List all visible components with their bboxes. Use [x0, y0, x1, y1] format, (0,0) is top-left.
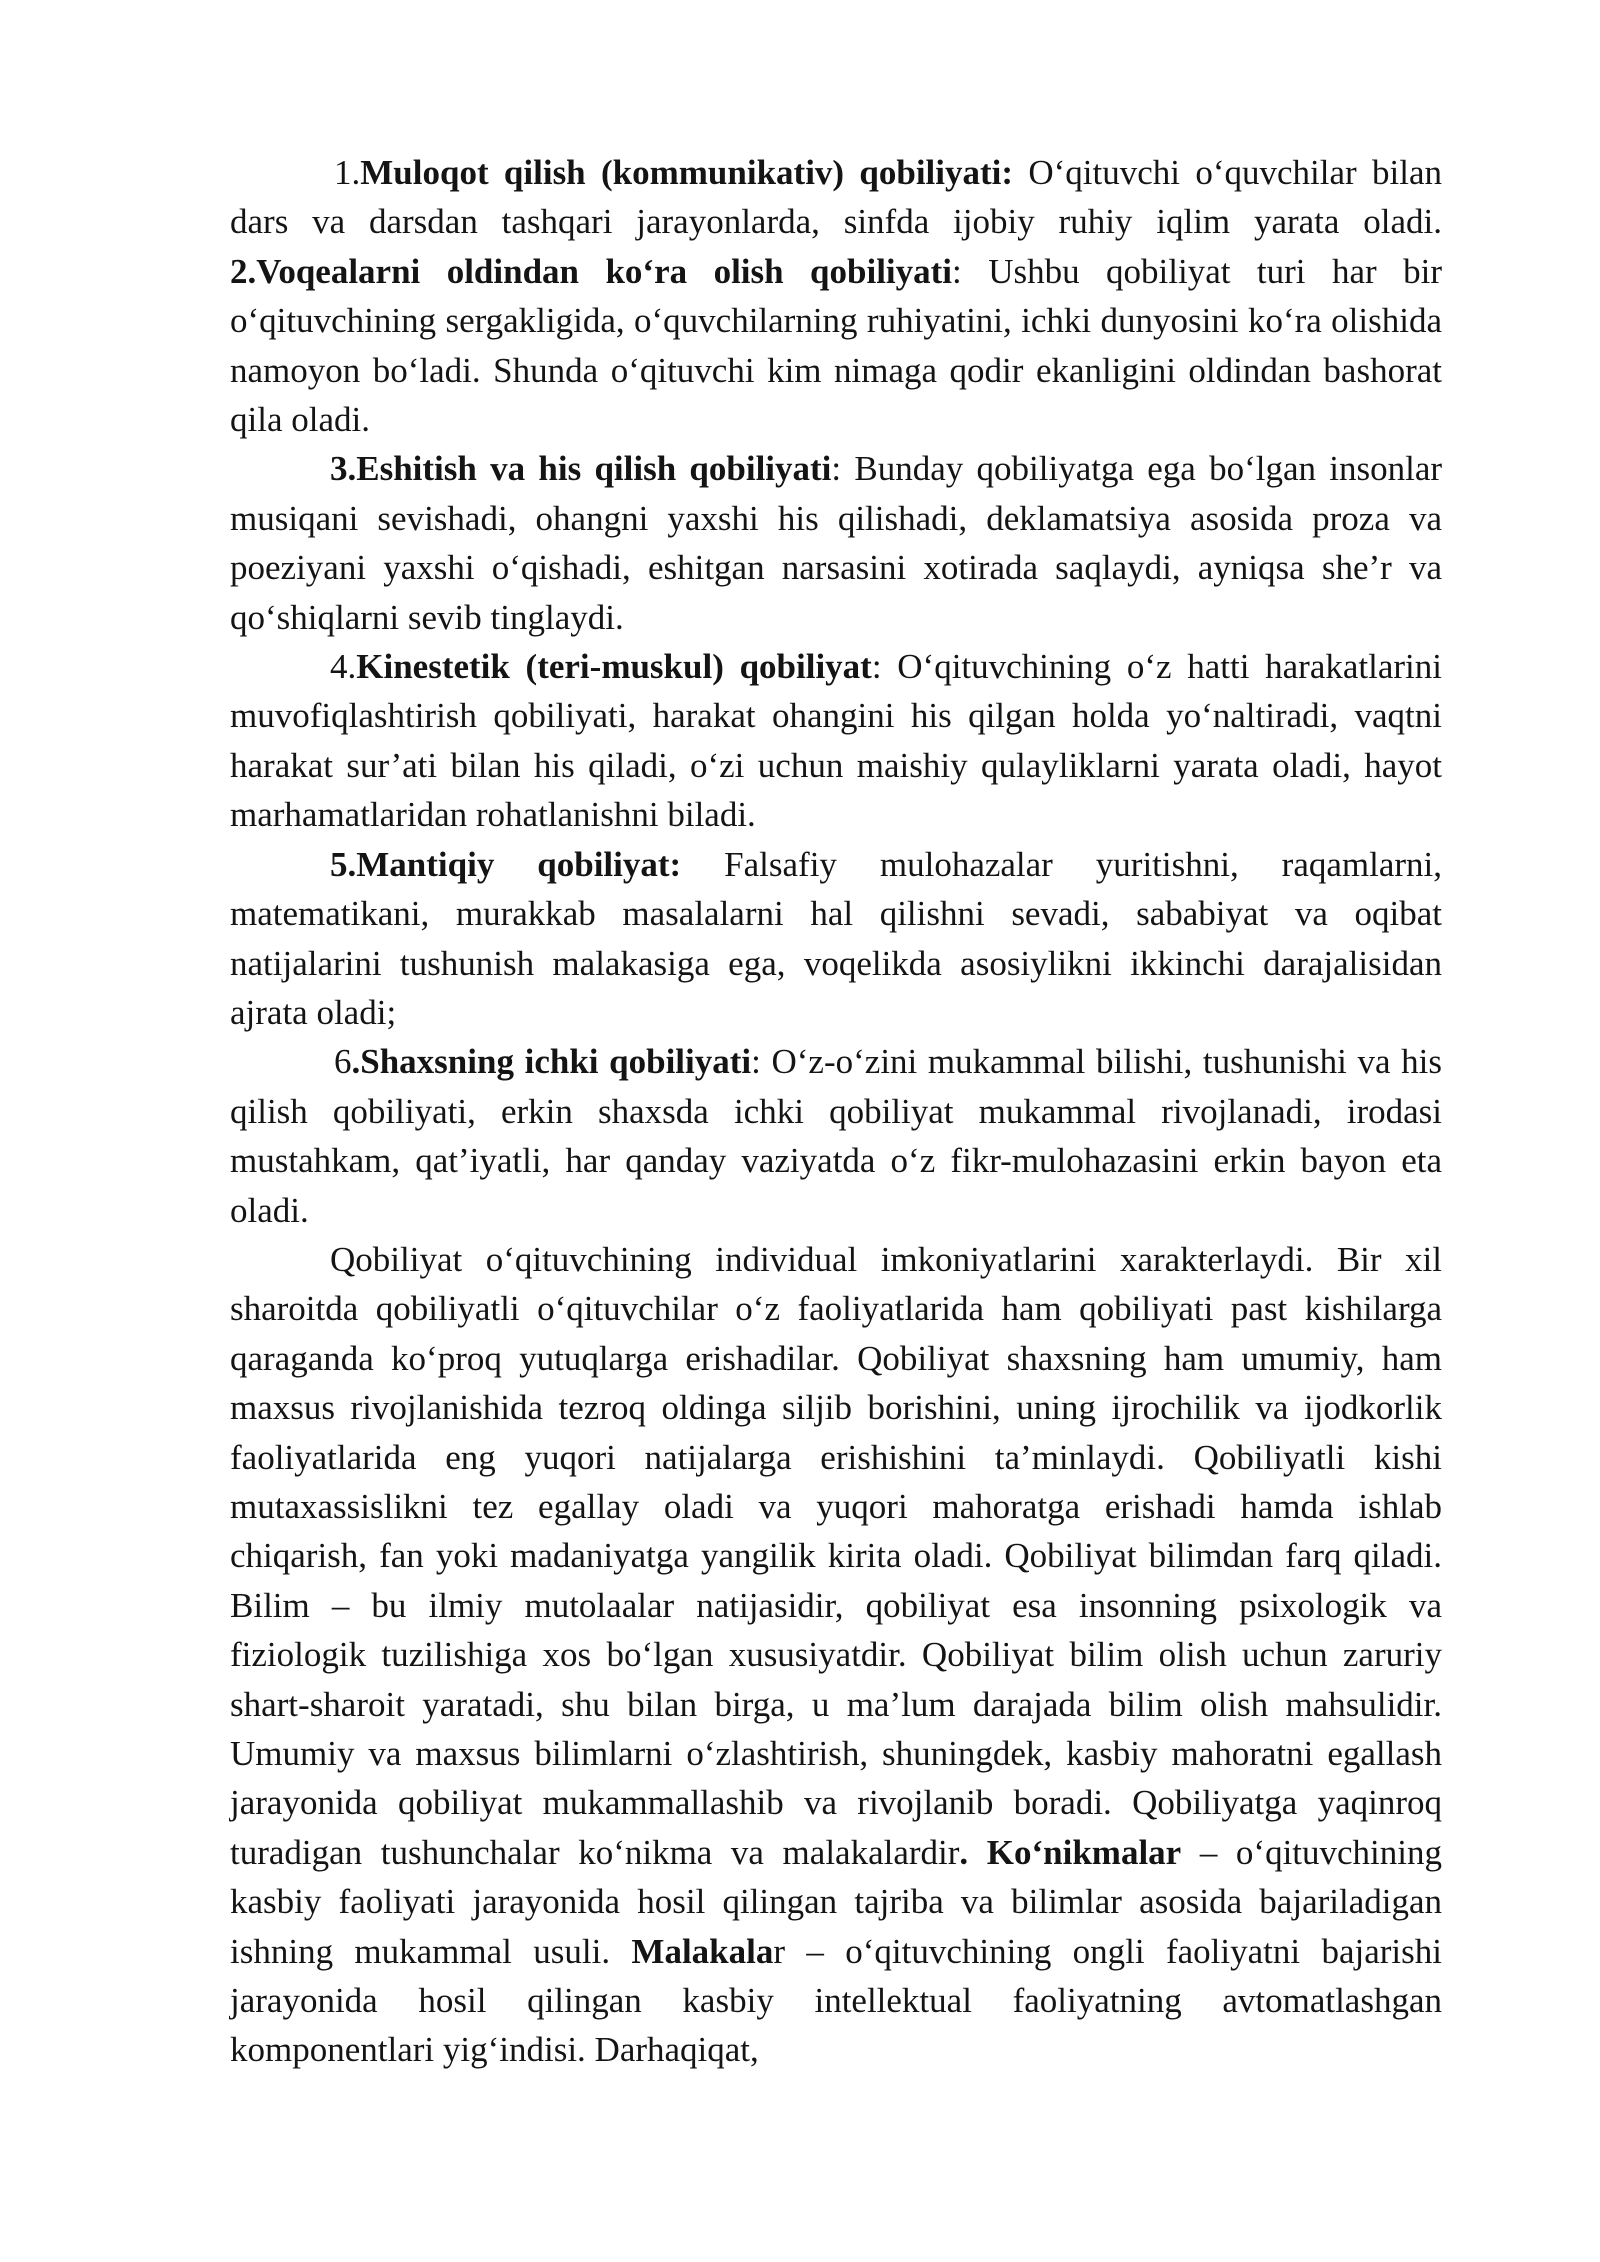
paragraph-kinestetik-qobiliyat [230, 642, 1442, 840]
bold-heading: .Shaxsning ichki qobiliyati [351, 1042, 752, 1082]
text-run: 6 [334, 1042, 352, 1082]
text-run: : Bunday qobiliyatga ega bo‘lgan insonlar musiqani sevishadi, ohangni yaxshi his qilishadi, deklamatsiya asosida proza va poeziyani yaxshi o‘qishadi, eshitgan narsasini xotirada saqlaydi, ayniqsa she’r va qo‘shiqlarni sevib tinglaydi. [230, 449, 1443, 637]
paragraph-shaxsning-ichki-qobiliyati [230, 1037, 1442, 1235]
text-run: 4. [330, 647, 357, 687]
bold-punctuation: . [959, 1832, 969, 1872]
bold-heading: 5.Mantiqiy qobiliyat: [330, 844, 682, 884]
bold-heading: Kinestetik (teri-muskul) qobiliyat [356, 647, 872, 687]
paragraph-eshitish-qobiliyati [230, 444, 1442, 642]
text-run: Qobiliyat o‘qituvchining individual imkoniyatlarini xarakterlaydi. Bir xil sharoitda qobiliyatli o‘qituvchilar o‘z faoliyatlarida ham qobiliyati past kishilarga qaraganda ko‘proq yutuqlarga erishadilar. Qobiliyat shaxsning ham umumiy, ham maxsus rivojlanishida tezroq oldinga siljib borishini, uning ijrochilik va ijodkorlik faoliyatlarida eng yuqori natijalarga erishishini ta’minlaydi. Qobiliyatli kishi mutaxassislikni tez egallay oladi va yuqori mahoratga erishadi hamda ishlab chiqarish, fan yoki madaniyatga yangilik kirita oladi. Qobiliyat bilimdan farq qiladi. Bilim – bu ilmiy mutolaalar natijasidir, qobiliyat esa insonning psixologik va fiziologik tuzilishiga xos bo‘lgan xususiyatdir. Qobiliyat bilim olish uchun zaruriy shart-sharoit yaratadi, shu bilan birga, u ma’lum darajada bilim olish mahsulidir. Umumiy va maxsus bilimlarni o‘zlashtirish, shuningdek, kasbiy mahoratni egallash jarayonida qobiliyat mukammallashib va rivojlanib boradi. Qobiliyatga yaqinroq turadigan tushunchalar ko‘nikma va malakalardir [230, 1239, 1442, 1872]
text-run: : Ushbu qobiliyat turi har bir o‘qituvchining sergakligida, o‘quvchilarning ruhiyatini, ichki dunyosini ko‘ra olishida namoyon bo‘ladi. Shunda o‘qituvchi kim nimaga qodir ekanligini oldindan bashorat qila oladi. [230, 251, 1442, 440]
text-run: Falsafiy mulohazalar yuritishni, raqamlarni, matematikani, murakkab masalalarni hal qilishni sevadi, sababiyat va oqibat natijalarini tushunish malakasiga ega, voqelikda asosiylikni ikkinchi darajalisidan ajrata oladi; [230, 844, 1443, 1032]
text-run [968, 1833, 987, 1872]
text-run: : O‘qituvchining o‘z hatti harakatlarini muvofiqlashtirish qobiliyati, harakat ohangini his qilgan holda yo‘naltiradi, vaqtni harakat sur’ati bilan his qiladi, o‘zi uchun maishiy qulayliklarni yarata oladi, hayot marhamatlaridan rohatlanishni biladi. [230, 647, 1442, 835]
bold-term-konikmalar: Ko‘nikmalar [986, 1832, 1182, 1872]
bold-term-malakalar: Malakala [631, 1931, 774, 1971]
bold-heading: 2.Voqealarni oldindan ko‘ra olish qobiliyati [230, 251, 953, 291]
paragraph-muloqot-qobiliyati [230, 148, 1442, 444]
text-run: r – o‘qituvchining ongli faoliyatni bajarishi jarayonida hosil qilingan kasbiy intellektual faoliyatning avtomatlashgan komponentlari yig‘indisi. Darhaqiqat, [230, 1931, 1442, 2070]
bold-heading: 3.Eshitish va his qilish qobiliyati [330, 449, 832, 489]
document-page [230, 148, 1442, 2075]
text-run: : O‘z-o‘zini mukammal bilishi, tushunishi va his qilish qobiliyati, erkin shaxsda ichki qobiliyat mukammal rivojlanadi, irodasi mustahkam, qat’iyatli, har qanday vaziyatda o‘z fikr-mulohazasini erkin bayon eta oladi. [230, 1042, 1442, 1230]
text-run: – o‘qituvchining kasbiy faoliyati jarayonida hosil qilingan tajriba va bilimlar asosida bajariladigan ishning mukammal usuli. [230, 1832, 1442, 1971]
text-run: O‘qituvchi o‘quvchilar bilan dars va darsdan tashqari jarayonlarda, sinfda ijobiy ruhiy iqlim yarata oladi. [230, 153, 1442, 242]
paragraph-mantiqiy-qobiliyat [230, 840, 1442, 1038]
paragraph-qobiliyat-tavsifi [230, 1235, 1442, 2075]
bold-heading: Muloqot qilish (kommunikativ) qobiliyati: [360, 153, 1014, 192]
text-run: 1. [334, 153, 361, 192]
